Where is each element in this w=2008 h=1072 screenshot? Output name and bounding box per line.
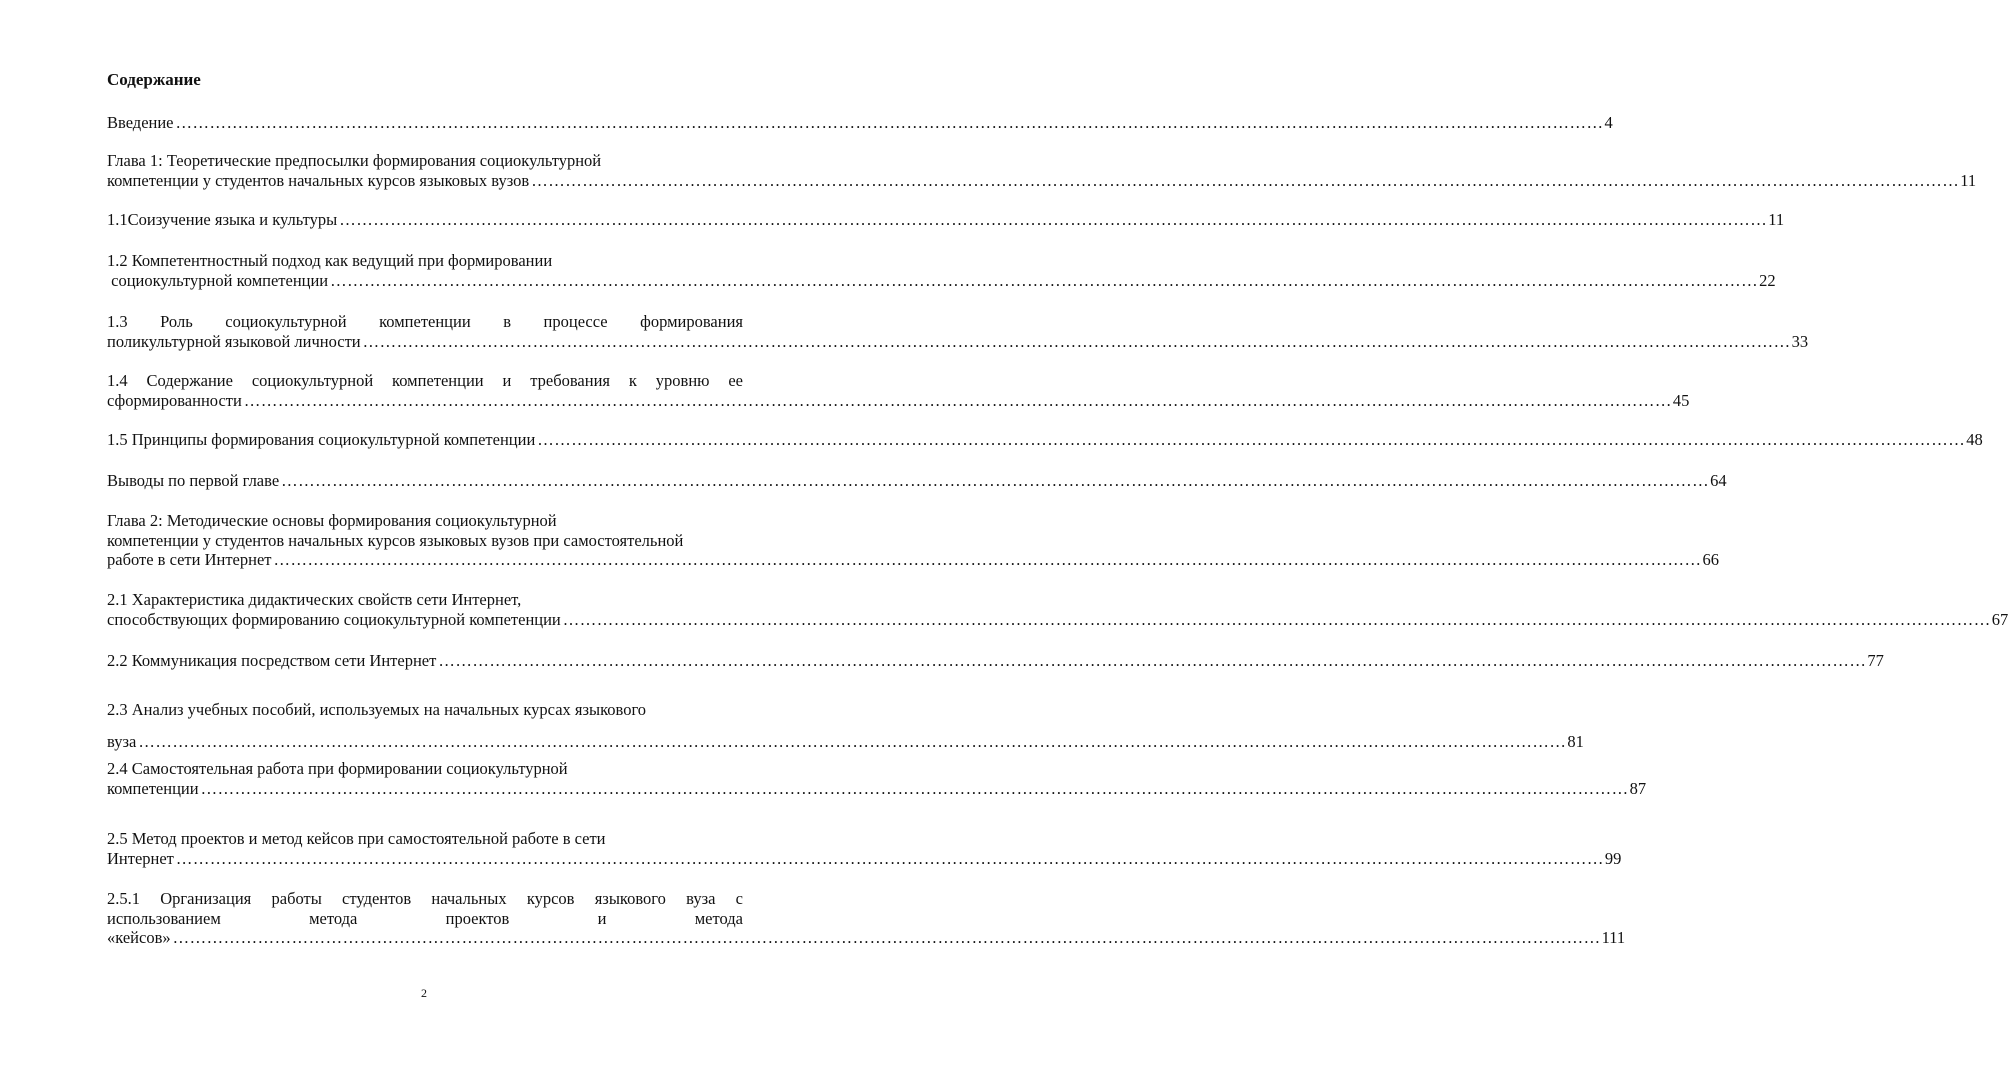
toc-entry-2-5-1: [107, 889, 1626, 948]
toc-line: 2.5.1 Организация работы студентов начальных курсов языкового вуза с: [107, 889, 743, 908]
dot-leader: ………………………………………………………………………………………………………………………………………………………………………………………………………………………………: [531, 170, 1960, 190]
toc-entry-title: Введение: [107, 113, 174, 132]
toc-entry-title: компетенции: [107, 778, 199, 798]
toc-page-number: 111: [1601, 928, 1626, 947]
toc-page-number: 64: [1710, 471, 1727, 490]
toc-entry-title: 1.5 Принципы формирования социокультурной компетенции: [107, 430, 536, 449]
toc-page-number: 99: [1604, 848, 1622, 868]
toc-entry-title: Интернет: [107, 848, 174, 868]
toc-line: 1.4 Содержание социокультурной компетенции и требования к уровню ее: [107, 371, 743, 390]
toc-page-number: 11: [1960, 170, 1977, 190]
toc-entry-title: вуза: [107, 731, 137, 751]
toc-entry-title: «кейсов»: [107, 928, 171, 947]
dot-leader: ………………………………………………………………………………………………………………………………………………………………………………………………………………………………: [172, 928, 1601, 947]
toc-line: [107, 731, 1584, 752]
toc-page-number: 77: [1867, 651, 1884, 670]
toc-line: [107, 778, 1647, 799]
toc-entry-title: работе в сети Интернет: [107, 550, 272, 569]
toc-line: [107, 331, 1809, 352]
toc-entry-1-5: [107, 430, 1983, 450]
toc-entry-chapter-2: [107, 511, 1719, 570]
dot-leader: ………………………………………………………………………………………………………………………………………………………………………………………………………………………………: [200, 778, 1629, 798]
toc-page-number: 33: [1791, 331, 1809, 351]
toc-line: Глава 2: Методические основы формирования социокультурной: [107, 511, 557, 530]
toc-line: [107, 170, 1977, 191]
toc-line: [107, 848, 1622, 869]
toc-page-number: 66: [1702, 550, 1719, 569]
dot-leader: ………………………………………………………………………………………………………………………………………………………………………………………………………………………………: [138, 731, 1567, 751]
page-title: Содержание: [107, 70, 201, 89]
toc-page-number: 45: [1672, 390, 1690, 410]
toc-entry-title: компетенции у студентов начальных курсов языковых вузов: [107, 170, 530, 190]
dot-leader: ………………………………………………………………………………………………………………………………………………………………………………………………………………………………: [175, 848, 1604, 868]
toc-line: [107, 471, 1727, 491]
toc-line: 2.5 Метод проектов и метод кейсов при самостоятельной работе в сети: [107, 829, 606, 848]
toc-page-number: 11: [1768, 210, 1785, 229]
toc-entry-title: поликультурной языковой личности: [107, 331, 361, 351]
dot-leader: ………………………………………………………………………………………………………………………………………………………………………………………………………………………………: [438, 651, 1867, 670]
toc-line: 2.4 Самостоятельная работа при формировании социокультурной: [107, 759, 568, 778]
toc-line: 1.2 Компетентностный подход как ведущий при формировании: [107, 251, 553, 270]
toc-entry-1-2: [107, 251, 1776, 290]
toc-line: 1.3 Роль социокультурной компетенции в процессе формирования: [107, 312, 743, 331]
toc-page-number: 48: [1966, 430, 1983, 449]
toc-line: использованием метода проектов и метода: [107, 908, 743, 928]
toc-line: [107, 609, 2008, 630]
toc-entry-2-4: [107, 759, 1647, 798]
toc-line: [107, 550, 1719, 570]
dot-leader: ………………………………………………………………………………………………………………………………………………………………………………………………………………………………: [243, 390, 1672, 410]
toc-line: [107, 210, 1785, 230]
toc-entry-title: 2.2 Коммуникация посредством сети Интернет: [107, 651, 437, 670]
toc-entry-title: 1.1Соизучение языка и культуры: [107, 210, 338, 229]
page-footer-number: 2: [421, 986, 427, 1000]
dot-leader: ………………………………………………………………………………………………………………………………………………………………………………………………………………………………: [537, 430, 1966, 449]
toc-line: Глава 1: Теоретические предпосылки формирования социокультурной: [107, 151, 602, 170]
toc-entry-1-4: [107, 371, 1690, 410]
dot-leader: ………………………………………………………………………………………………………………………………………………………………………………………………………………………………: [362, 331, 1791, 351]
toc-line: 2.1 Характеристика дидактических свойств сети Интернет,: [107, 590, 522, 609]
toc-entry-chapter-1: [107, 151, 1977, 190]
toc-line: [107, 270, 1776, 291]
toc-entry-2-5: [107, 829, 1622, 868]
toc-page-number: 81: [1567, 731, 1584, 751]
toc-page-number: 67: [1991, 609, 2008, 629]
toc-line: [107, 928, 1626, 948]
toc-entry-2-2: [107, 651, 1884, 671]
dot-leader: ………………………………………………………………………………………………………………………………………………………………………………………………………………………………: [281, 471, 1710, 490]
toc-page-number: 22: [1759, 270, 1776, 290]
dot-leader: ………………………………………………………………………………………………………………………………………………………………………………………………………………………………: [339, 210, 1768, 229]
toc-line: [107, 390, 1690, 411]
toc-entry-1-3: [107, 312, 1809, 351]
dot-leader: ………………………………………………………………………………………………………………………………………………………………………………………………………………………………: [330, 270, 1759, 290]
toc-page-number: 87: [1629, 778, 1647, 798]
dot-leader: ………………………………………………………………………………………………………………………………………………………………………………………………………………………………: [562, 609, 1991, 629]
toc-entry-1-1: [107, 210, 1785, 230]
toc-line: 2.3 Анализ учебных пособий, используемых на начальных курсах языкового: [107, 700, 647, 719]
toc-line: [107, 651, 1884, 671]
toc-entry-title: сформированности: [107, 390, 242, 410]
toc-entry-conclusions-1: [107, 471, 1727, 491]
toc-entry-introduction: [107, 113, 1613, 133]
toc-page-number: 4: [1604, 113, 1613, 132]
dot-leader: ………………………………………………………………………………………………………………………………………………………………………………………………………………………………: [175, 113, 1604, 132]
toc-entry-title: Выводы по первой главе: [107, 471, 280, 490]
toc-entry-2-1: [107, 590, 2008, 629]
toc-line: компетенции у студентов начальных курсов языковых вузов при самостоятельной: [107, 530, 684, 550]
dot-leader: ………………………………………………………………………………………………………………………………………………………………………………………………………………………………: [273, 550, 1702, 569]
toc-line: [107, 113, 1613, 133]
toc-line: [107, 430, 1983, 450]
toc-entry-2-3: [107, 700, 1584, 751]
toc-entry-title: социокультурной компетенции: [107, 270, 329, 290]
toc-entry-title: способствующих формированию социокультурной компетенции: [107, 609, 561, 629]
